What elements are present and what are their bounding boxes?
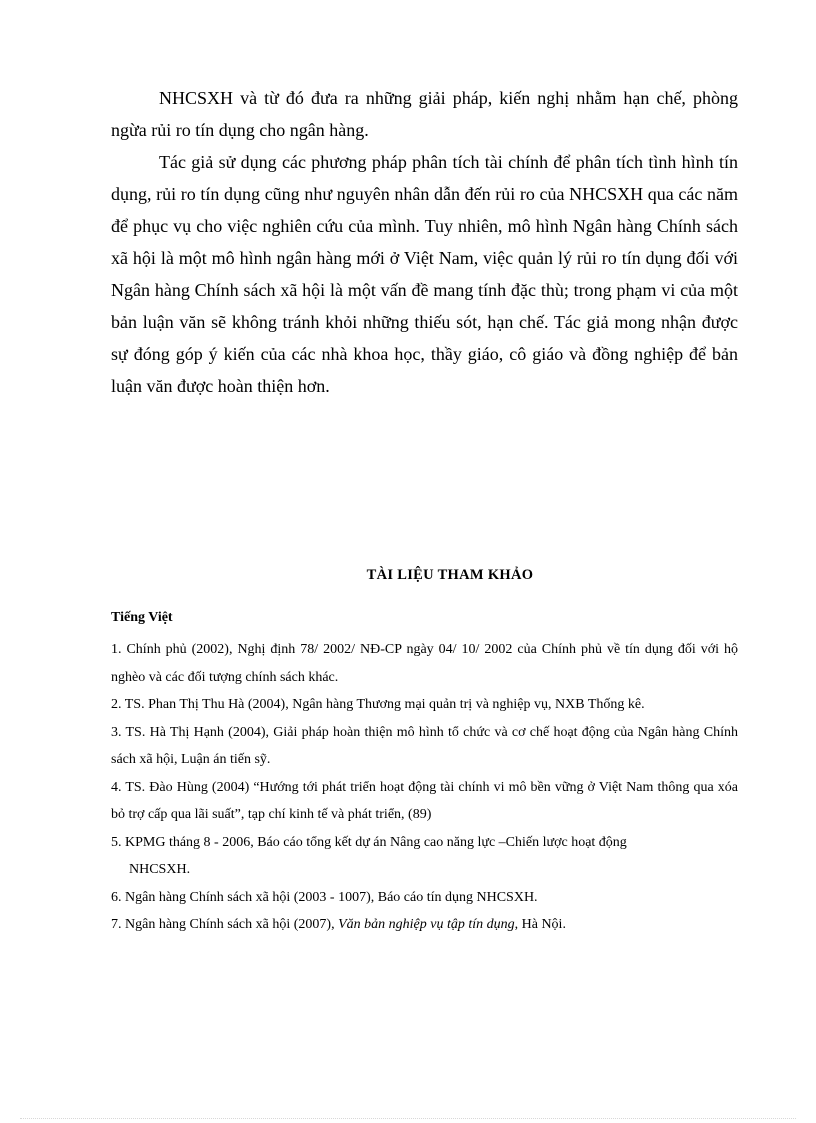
reference-item: 3. TS. Hà Thị Hạnh (2004), Giải pháp hoàn thiện mô hình tổ chức và cơ chế hoạt động của Ngân hàng Chính sách xã hội, Luận án tiến sỹ. (111, 724, 738, 767)
reference-item (111, 911, 738, 939)
reference-item: 2. TS. Phan Thị Thu Hà (2004), Ngân hàng Thương mại quản trị và nghiệp vụ, NXB Thống kê. (111, 697, 645, 712)
reference-item-suffix: , Hà Nội. (514, 917, 566, 932)
reference-item-prefix: 7. Ngân hàng Chính sách xã hội (2007), (111, 917, 339, 932)
reference-item-italic-title: Văn bản nghiệp vụ tập tín dụng (338, 917, 515, 932)
references-title: TÀI LIỆU THAM KHẢO (366, 567, 534, 583)
body-paragraph-2: Tác giả sử dụng các phương pháp phân tích tài chính để phân tích tình hình tín dụng, rủi ro tín dụng cũng như nguyên nhân dẫn đến rủi ro của NHCSXH qua các năm để phục vụ cho việc nghiên cứu của mình. Tuy nhiên, mô hình Ngân hàng Chính sách xã hội là một mô hình ngân hàng mới ở Việt Nam, việc quản lý rủi ro tín dụng đối với Ngân hàng Chính sách xã hội là một vấn đề mang tính đặc thù; trong phạm vi của một bản luận văn sẽ không tránh khỏi những thiếu sót, hạn chế. Tác giả mong nhận được sự đóng góp ý kiến của các nhà khoa học, thầy giáo, cô giáo và đồng nghiệp để bản luận văn được hoàn thiện hơn. (111, 152, 738, 396)
reference-item-continuation: NHCSXH. (129, 862, 191, 877)
reference-item: 6. Ngân hàng Chính sách xã hội (2003 - 1007), Báo cáo tín dụng NHCSXH. (111, 889, 538, 905)
references-section-label: Tiếng Việt (111, 610, 173, 625)
reference-item (111, 829, 738, 884)
reference-item-line: 5. KPMG tháng 8 - 2006, Báo cáo tổng kết dự án Nâng cao năng lực –Chiến lược hoạt động (111, 834, 627, 850)
reference-item: 4. TS. Đào Hùng (2004) “Hướng tới phát triển hoạt động tài chính vi mô bền vững ở Việt Nam thông qua xóa bỏ trợ cấp qua lãi suất”, tạp chí kinh tế và phát triển, (89) (111, 779, 738, 822)
body-text (111, 82, 738, 402)
reference-list (111, 636, 738, 939)
page-bottom-divider (20, 1118, 796, 1119)
body-paragraph-1: NHCSXH và từ đó đưa ra những giải pháp, kiến nghị nhằm hạn chế, phòng ngừa rủi ro tín dụng cho ngân hàng. (111, 88, 738, 140)
reference-item: 1. Chính phủ (2002), Nghị định 78/ 2002/ NĐ-CP ngày 04/ 10/ 2002 của Chính phủ về tín dụng đối với hộ nghèo và các đối tượng chính sách khác. (111, 642, 738, 685)
